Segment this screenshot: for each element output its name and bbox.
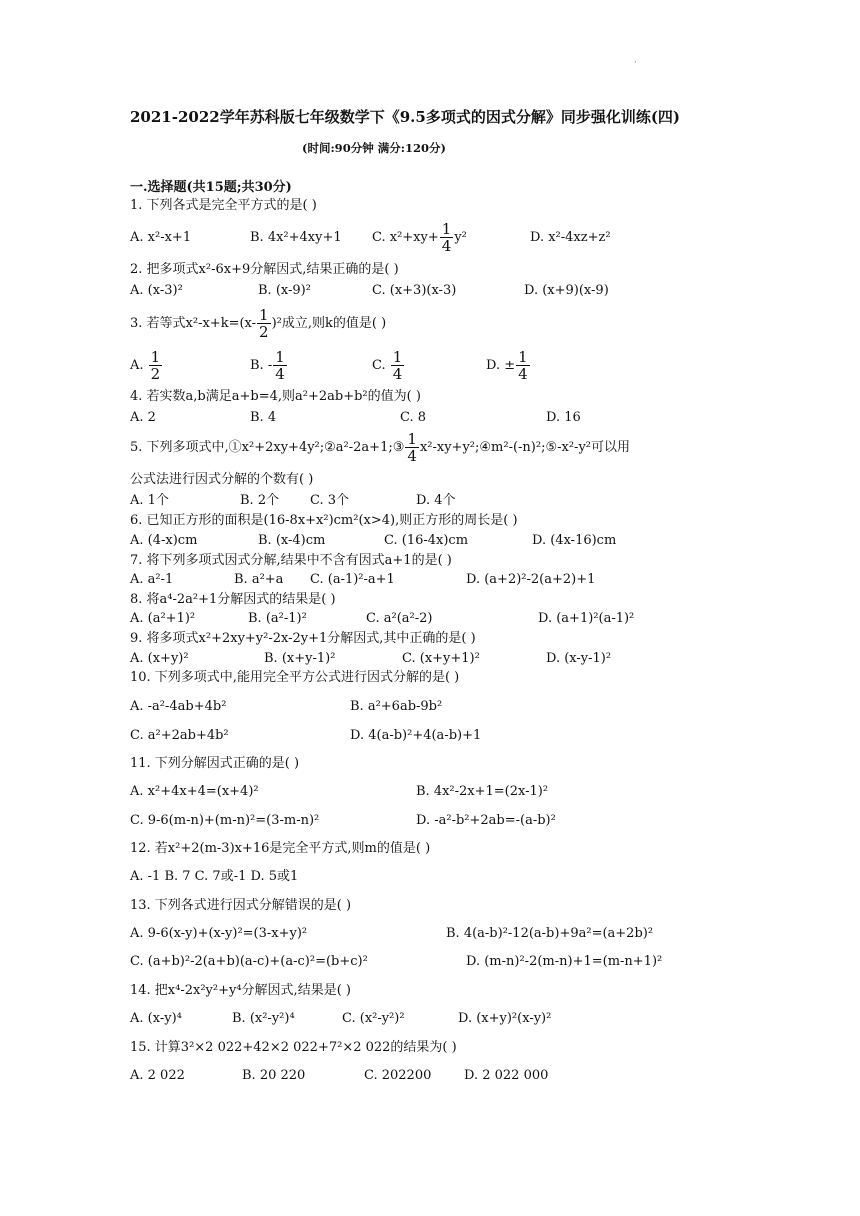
- q3-fraction: [257, 307, 271, 340]
- q1-option-d: D. x²-4xz+z²: [530, 230, 611, 245]
- q3-c-den: 4: [392, 365, 403, 383]
- q7-option-d: D. (a+2)²-2(a+2)+1: [466, 572, 596, 587]
- q9-option-d: D. (x-y-1)²: [546, 651, 612, 666]
- question-10-stem: 10. 下列多项式中,能用完全平方公式进行因式分解的是( ): [130, 670, 460, 685]
- q14-option-b: B. (x²-y²)⁴: [232, 1011, 295, 1026]
- q3-a-fraction: [149, 349, 163, 382]
- q2-option-c: C. (x+3)(x-3): [372, 283, 457, 298]
- q14-option-a: A. (x-y)⁴: [130, 1011, 182, 1026]
- q6-option-a: A. (4-x)cm: [130, 533, 198, 548]
- q3-b-fraction: [273, 349, 287, 382]
- q1-c-den: 4: [441, 237, 452, 255]
- q1-c-num: 1: [441, 220, 452, 238]
- q4-option-b: B. 4: [250, 410, 277, 425]
- q5-num: 1: [407, 430, 417, 448]
- q1-option-c: [372, 218, 467, 258]
- q11-option-b: B. 4x²-2x+1=(2x-1)²: [416, 784, 549, 799]
- q8-option-a: A. (a²+1)²: [130, 611, 196, 626]
- q15-option-c: C. 202200: [364, 1068, 432, 1083]
- q6-option-d: D. (4x-16)cm: [532, 533, 617, 548]
- question-14-stem: 14. 把x⁴-2x²y²+y⁴分解因式,结果是( ): [130, 983, 351, 998]
- q9-option-c: C. (x+y+1)²: [402, 651, 480, 666]
- q3-option-c: [372, 346, 405, 386]
- q1-c-fraction: [440, 221, 454, 254]
- q5-fraction: [405, 431, 419, 464]
- q11-option-c: C. 9-6(m-n)+(m-n)²=(3-m-n)²: [130, 813, 320, 828]
- question-13-stem: 13. 下列各式进行因式分解错误的是( ): [130, 898, 352, 913]
- q5-option-d: D. 4个: [416, 493, 456, 508]
- q10-option-d: D. 4(a-b)²+4(a-b)+1: [350, 728, 482, 743]
- q12-options: A. -1 B. 7 C. 7或-1 D. 5或1: [130, 869, 299, 884]
- q1-option-a: A. x²-x+1: [130, 230, 192, 245]
- q5-post: x²-xy+y²;④m²-(-n)²;⑤-x²-y²可以用: [419, 440, 631, 455]
- q15-option-d: D. 2 022 000: [464, 1068, 549, 1083]
- question-6-stem: 6. 已知正方形的面积是(16-8x+x²)cm²(x>4),则正方形的周长是( ): [130, 513, 518, 528]
- q2-option-a: A. (x-3)²: [130, 283, 183, 298]
- q2-option-b: B. (x-9)²: [258, 283, 311, 298]
- page-subtitle: (时间:90分钟 满分:120分): [302, 141, 446, 155]
- question-8-stem: 8. 将a⁴-2a²+1分解因式的结果是( ): [130, 592, 336, 607]
- q9-option-b: B. (x+y-1)²: [264, 651, 336, 666]
- question-12-stem: 12. 若x²+2(m-3)x+16是完全平方式,则m的值是( ): [130, 841, 431, 856]
- q3-d-fraction: [516, 349, 530, 382]
- q14-option-c: C. (x²-y²)²: [342, 1011, 405, 1026]
- question-4-stem: 4. 若实数a,b满足a+b=4,则a²+2ab+b²的值为( ): [130, 389, 421, 404]
- q5-option-c: C. 3个: [310, 493, 350, 508]
- q3-post: )²成立,则k的值是( ): [271, 316, 387, 331]
- q13-option-a: A. 9-6(x-y)+(x-y)²=(3-x+y)²: [130, 926, 308, 941]
- question-1-stem: 1. 下列各式是完全平方式的是( ): [130, 198, 317, 213]
- q3-b-num: 1: [275, 348, 285, 366]
- page-title: 2021-2022学年苏科版七年级数学下《9.5多项式的因式分解》同步强化训练(四): [130, 108, 681, 126]
- q10-option-c: C. a²+2ab+4b²: [130, 728, 229, 743]
- q10-option-b: B. a²+6ab-9b²: [350, 699, 443, 714]
- q3-option-b: [250, 346, 288, 386]
- q2-option-d: D. (x+9)(x-9): [524, 283, 609, 298]
- q5-option-a: A. 1个: [130, 493, 169, 508]
- question-3-stem: [130, 304, 386, 344]
- section-heading: 一.选择题(共15题;共30分): [130, 180, 292, 195]
- q3-d-den: 4: [518, 365, 528, 383]
- q4-option-d: D. 16: [546, 410, 581, 425]
- q11-option-d: D. -a²-b²+2ab=-(a-b)²: [416, 813, 556, 828]
- q3-option-a: [130, 346, 163, 386]
- q15-option-a: A. 2 022: [130, 1068, 185, 1083]
- q4-option-c: C. 8: [400, 410, 427, 425]
- q3-d-num: 1: [518, 348, 528, 366]
- q3-a-label: A.: [130, 358, 144, 373]
- question-15-stem: 15. 计算3²×2 022+42×2 022+7²×2 022的结果为( ): [130, 1040, 457, 1055]
- q1-c-pre: C. x²+xy+: [372, 230, 439, 245]
- q14-option-d: D. (x+y)²(x-y)²: [458, 1011, 552, 1026]
- q3-a-den: 2: [150, 365, 161, 383]
- question-5-line2: 公式法进行因式分解的个数有( ): [130, 472, 314, 487]
- q5-pre: 5. 下列多项式中,①x²+2xy+4y²;②a²-2a+1;③: [130, 440, 405, 455]
- q1-option-b: B. 4x²+4xy+1: [250, 230, 342, 245]
- q3-num: 1: [259, 306, 269, 324]
- q6-option-c: C. (16-4x)cm: [384, 533, 469, 548]
- question-9-stem: 9. 将多项式x²+2xy+y²-2x-2y+1分解因式,其中正确的是( ): [130, 631, 476, 646]
- q6-option-b: B. (x-4)cm: [258, 533, 326, 548]
- q13-option-c: C. (a+b)²-2(a+b)(a-c)+(a-c)²=(b+c)²: [130, 954, 368, 969]
- page-dot: ·: [634, 58, 637, 68]
- q3-pre: 3. 若等式x²-x+k=(x-: [130, 316, 257, 331]
- q7-option-b: B. a²+a: [234, 572, 284, 587]
- q3-a-num: 1: [150, 348, 161, 366]
- q11-option-a: A. x²+4x+4=(x+4)²: [130, 784, 259, 799]
- question-11-stem: 11. 下列分解因式正确的是( ): [130, 756, 300, 771]
- q3-d-label: D. ±: [486, 358, 516, 373]
- q3-b-label: B. -: [250, 358, 273, 373]
- q15-option-b: B. 20 220: [242, 1068, 306, 1083]
- q4-option-a: A. 2: [130, 410, 156, 425]
- q7-option-a: A. a²-1: [130, 572, 174, 587]
- q8-option-d: D. (a+1)²(a-1)²: [538, 611, 635, 626]
- q7-option-c: C. (a-1)²-a+1: [310, 572, 395, 587]
- q3-option-d: [486, 346, 531, 386]
- q1-c-post: y²: [454, 230, 467, 245]
- q3-b-den: 4: [275, 365, 285, 383]
- question-7-stem: 7. 将下列多项式因式分解,结果中不含有因式a+1的是( ): [130, 553, 452, 568]
- q3-c-fraction: [391, 349, 405, 382]
- q13-option-d: D. (m-n)²-2(m-n)+1=(m-n+1)²: [466, 954, 663, 969]
- question-5-stem: [130, 428, 630, 468]
- q3-c-label: C.: [372, 358, 386, 373]
- q10-option-a: A. -a²-4ab+4b²: [130, 699, 227, 714]
- q8-option-c: C. a²(a²-2): [366, 611, 433, 626]
- question-2-stem: 2. 把多项式x²-6x+9分解因式,结果正确的是( ): [130, 262, 399, 277]
- q5-option-b: B. 2个: [240, 493, 280, 508]
- q3-c-num: 1: [392, 348, 403, 366]
- q9-option-a: A. (x+y)²: [130, 651, 189, 666]
- q13-option-b: B. 4(a-b)²-12(a-b)+9a²=(a+2b)²: [446, 926, 654, 941]
- q3-den: 2: [259, 323, 269, 341]
- q8-option-b: B. (a²-1)²: [248, 611, 307, 626]
- q5-den: 4: [407, 447, 417, 465]
